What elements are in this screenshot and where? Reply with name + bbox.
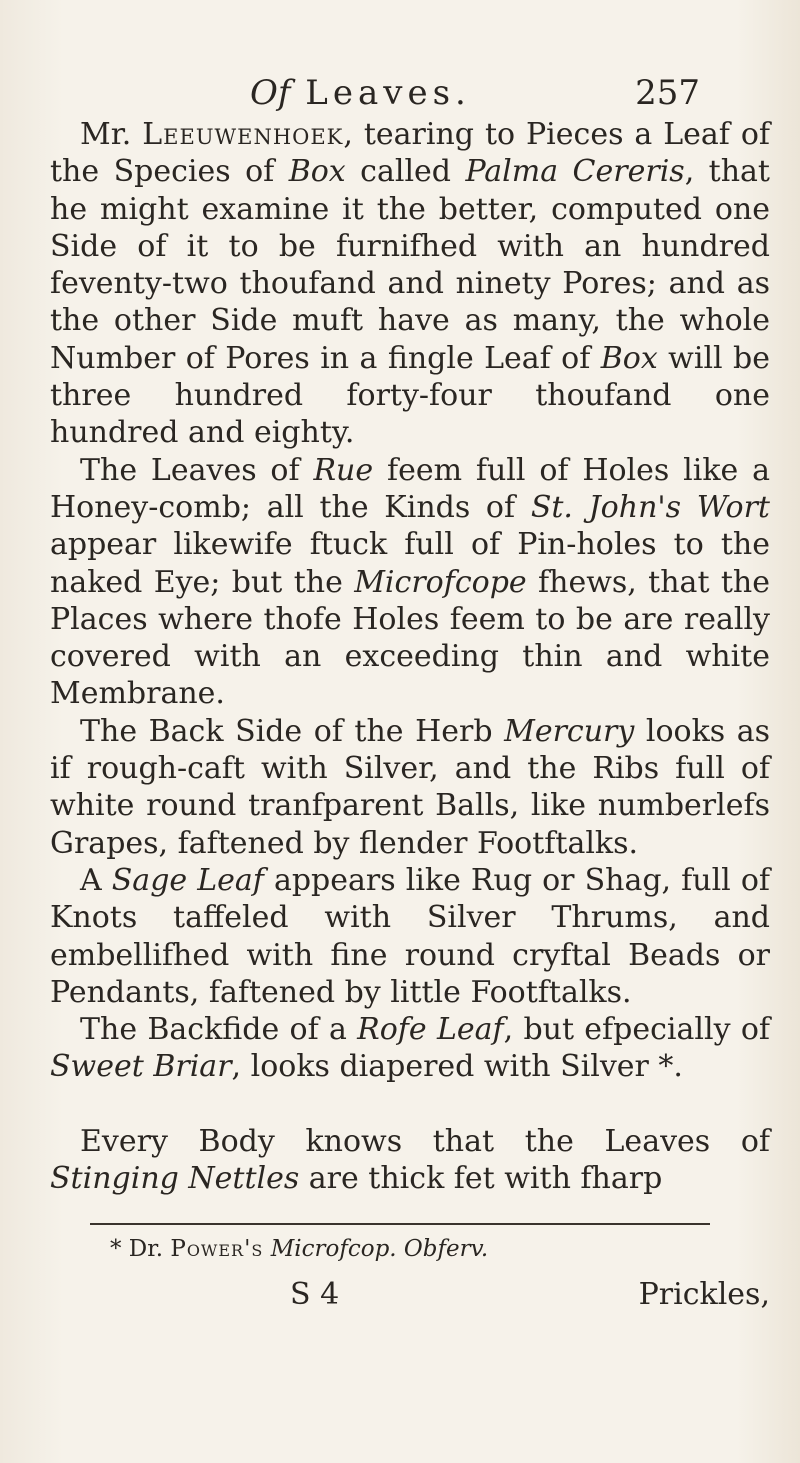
paragraph-p2 xyxy=(50,452,770,713)
paragraph-p1 xyxy=(50,116,770,452)
italic-text-run: Mercury xyxy=(504,713,635,749)
text-run: looks as if rough-caft with Silver, and the Ribs full of white round tranfparent Balls, like numberlefs Grapes, faftened by flender Footftalks. xyxy=(50,713,770,861)
smallcaps-text-run: Power's xyxy=(170,1236,264,1262)
italic-text-run: Box xyxy=(288,154,346,190)
text-run: , that he might examine it the better, computed one Side of it to be furnifhed with an hundred feventy-two thoufand and ninety Pores; and as the other Side muft have as many, the whole Number of Pores in a fingle Leaf of xyxy=(50,154,770,376)
signature-mark: S 4 xyxy=(290,1277,340,1312)
header-title: Leaves. xyxy=(305,73,471,113)
text-run: The Back Side of the Herb xyxy=(80,713,505,749)
paragraph-p4 xyxy=(50,862,770,1011)
italic-text-run: Sage Leaf xyxy=(111,862,264,898)
paragraph-gap xyxy=(50,1086,770,1123)
italic-text-run: Sweet Briar xyxy=(50,1049,232,1085)
paragraph-p3 xyxy=(50,713,770,862)
body-text xyxy=(50,116,770,1197)
page-number: 257 xyxy=(635,73,700,113)
text-run: will be three hundred forty-four thoufand one hundred and eighty. xyxy=(50,340,770,451)
text-run: called xyxy=(345,154,466,190)
text-run: are thick fet with fharp xyxy=(299,1161,663,1197)
italic-text-run: St. John's Wort xyxy=(530,489,770,525)
text-run: appear likewife ftuck full of Pin-holes to the naked Eye; but the xyxy=(50,527,770,600)
text-run: , looks diapered with Silver *. xyxy=(231,1049,683,1085)
text-run: * Dr. xyxy=(110,1236,171,1262)
paragraph-p6 xyxy=(50,1123,770,1198)
footnote xyxy=(110,1233,710,1265)
italic-text-run: Rue xyxy=(313,452,374,488)
smallcaps-text-run: Leeuwenhoek xyxy=(142,117,344,152)
paragraph-p5 xyxy=(50,1011,770,1086)
header-of: Of xyxy=(250,73,291,113)
text-run: , but efpecially of xyxy=(503,1012,770,1048)
text-run: The Leaves of xyxy=(80,452,314,488)
italic-text-run: Rofe Leaf xyxy=(357,1012,504,1048)
text-run: A xyxy=(80,862,112,898)
italic-text-run: Microfcop. Obferv. xyxy=(263,1236,489,1262)
italic-text-run: Stinging Nettles xyxy=(50,1161,300,1197)
text-run: The Backfide of a xyxy=(80,1012,358,1048)
italic-text-run: Microfcope xyxy=(354,564,527,600)
text-run: , tearing to Pieces a Leaf of the Species of xyxy=(50,117,770,190)
italic-text-run: Box xyxy=(600,340,658,376)
text-run: Every Body knows that the Leaves of xyxy=(80,1123,770,1159)
text-run: Mr. xyxy=(80,117,143,152)
running-header xyxy=(250,68,720,118)
text-run: appears like Rug or Shag, full of Knots taffeled with Silver Thrums, and embellifhed with fine round cryftal Beads or Pendants, faftened by little Footftalks. xyxy=(50,862,770,1010)
catchword: Prickles, xyxy=(638,1277,770,1312)
text-run: fhews, that the Places where thofe Holes feem to be are really covered with an exceeding thin and white Membrane. xyxy=(50,564,770,712)
text-run: feem full of Holes like a Honey-comb; all the Kinds of xyxy=(50,452,770,525)
italic-text-run: Palma Cereris xyxy=(465,154,685,190)
footnote-rule xyxy=(90,1223,710,1225)
